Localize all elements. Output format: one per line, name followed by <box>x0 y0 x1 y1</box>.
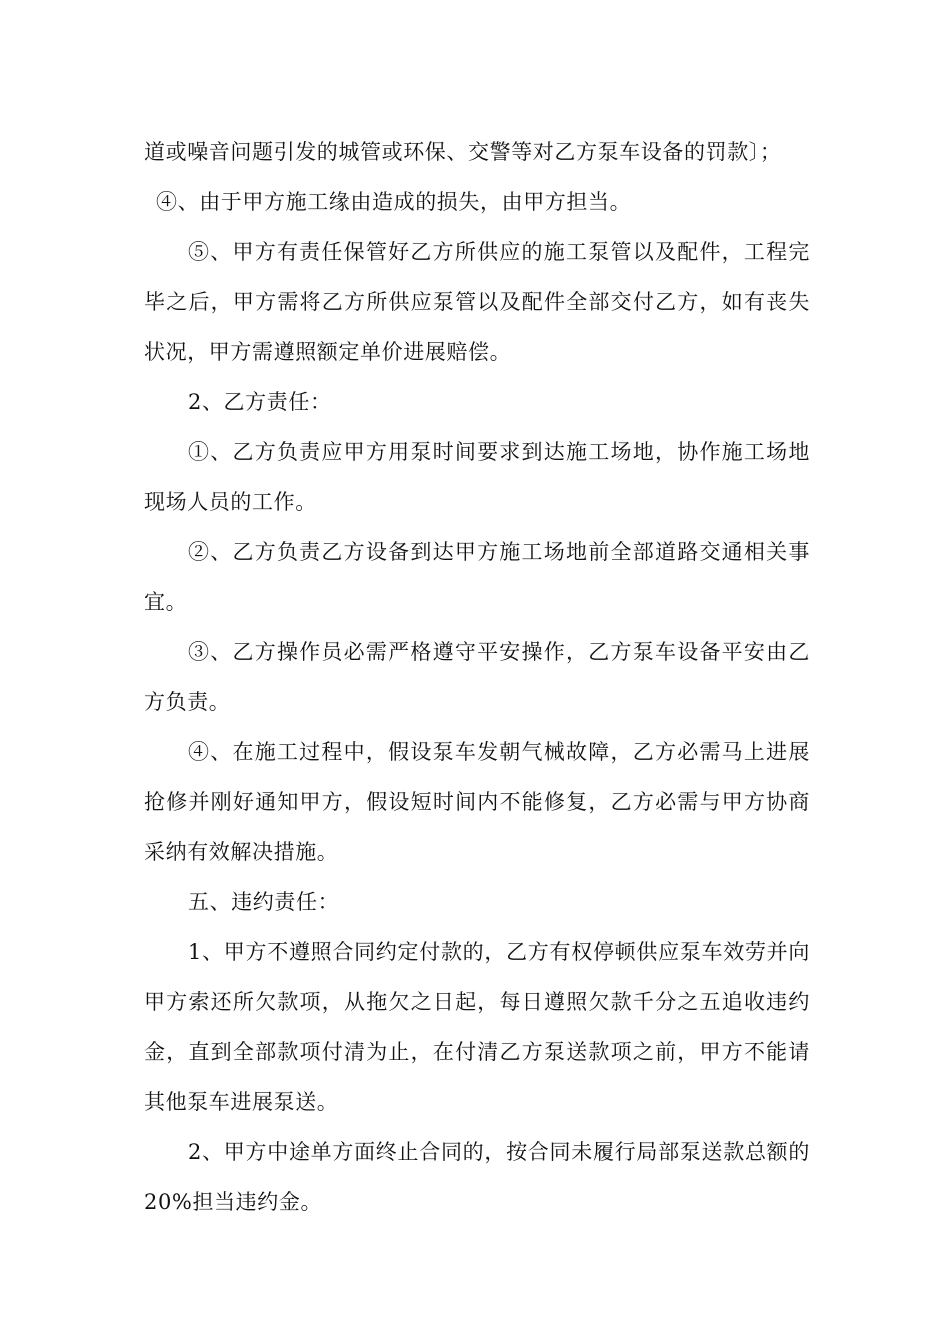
paragraph-clause-4-loss: ④、由于甲方施工缘由造成的损失，由甲方担当。 <box>156 190 632 214</box>
paragraph-fine-continuation: 道或噪音问题引发的城管或环保、交警等对乙方泵车设备的罚款〕； <box>144 140 782 164</box>
paragraph-b-clause-2: ②、乙方负责乙方设备到达甲方施工场地前全部道路交通相关事宜。 <box>144 540 810 614</box>
heading-breach-liability: 五、违约责任： <box>188 890 340 914</box>
paragraph-b-clause-3: ③、乙方操作员必需严格遵守平安操作，乙方泵车设备平安由乙方负责。 <box>144 640 810 714</box>
paragraph-clause-5-custody: ⑤、甲方有责任保管好乙方所供应的施工泵管以及配件，工程完毕之后，甲方需将乙方所供应泵管以及配件全部交付乙方，如有丧失状况，甲方需遵照额定单价进展赔偿。 <box>144 240 810 364</box>
heading-party-b-responsibility: 2、乙方责任： <box>188 390 332 414</box>
paragraph-b-clause-4: ④、在施工过程中，假设泵车发朝气械故障，乙方必需马上进展抢修并刚好通知甲方，假设短时间内不能修复，乙方必需与甲方协商采纳有效解决措施。 <box>144 740 810 864</box>
paragraph-breach-clause-1: 1、甲方不遵照合同约定付款的，乙方有权停顿供应泵车效劳并向甲方索还所欠款项，从拖欠之日起，每日遵照欠款千分之五追收违约金，直到全部款项付清为止，在付清乙方泵送款项之前，甲方不能请其他泵车进展泵送。 <box>144 940 810 1114</box>
document-body <box>144 127 810 1227</box>
paragraph-b-clause-1: ①、乙方负责应甲方用泵时间要求到达施工场地，协作施工场地现场人员的工作。 <box>144 440 810 514</box>
paragraph-breach-clause-2: 2、甲方中途单方面终止合同的，按合同未履行局部泵送款总额的20%担当违约金。 <box>144 1140 810 1214</box>
